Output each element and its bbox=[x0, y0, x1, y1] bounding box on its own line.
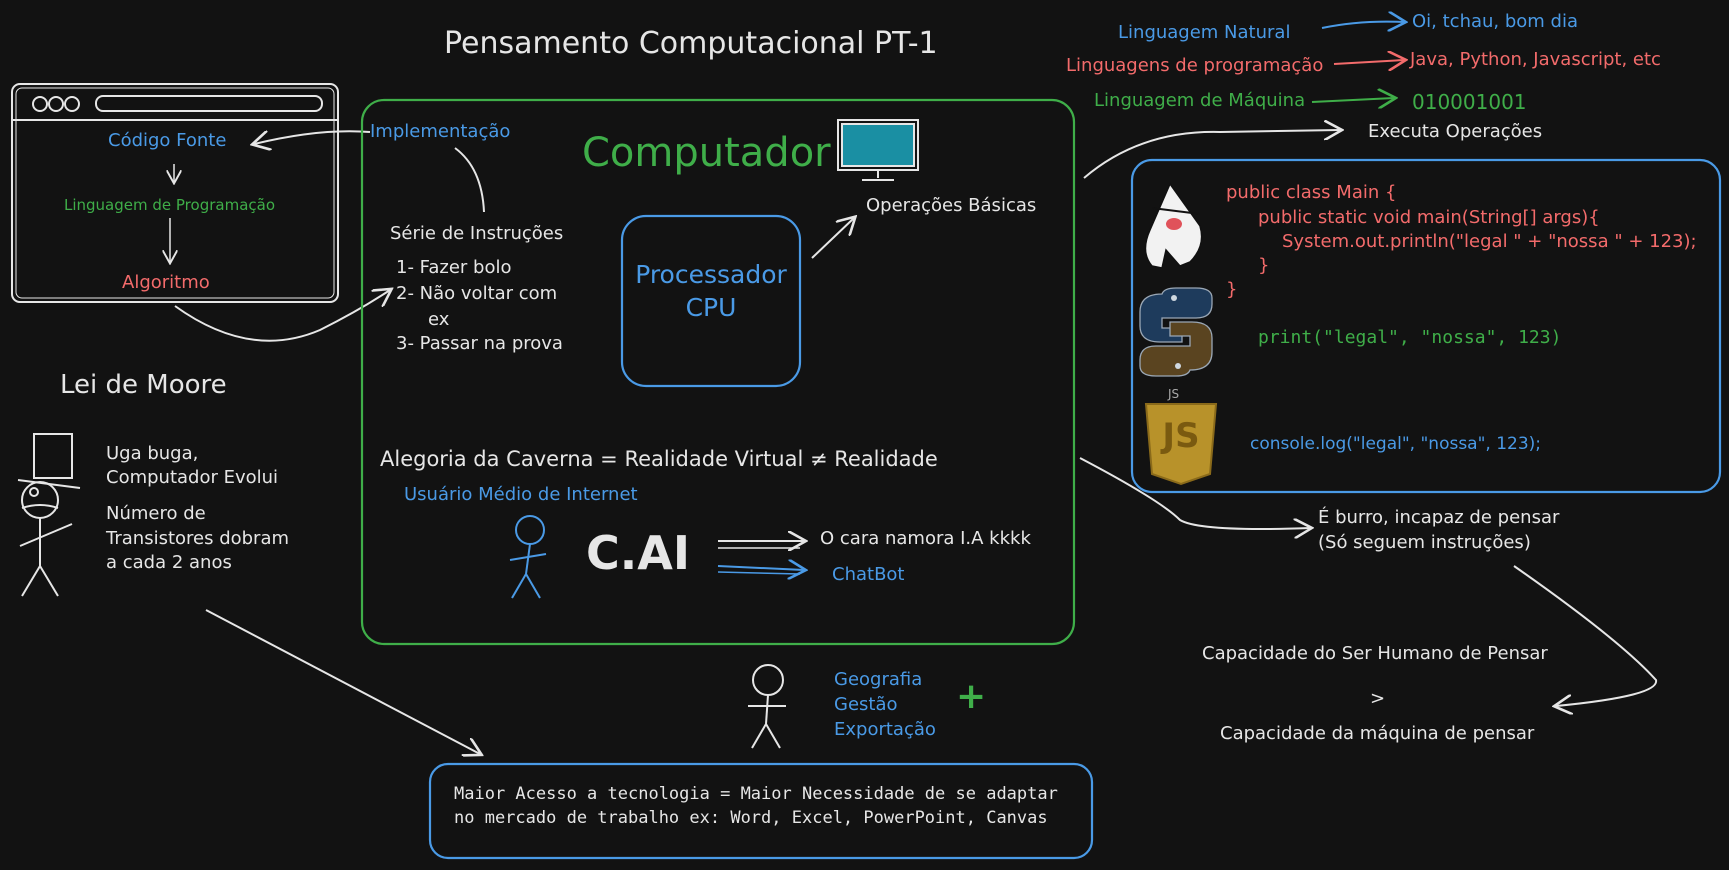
arrow-natural-language bbox=[1322, 22, 1404, 28]
computer-box bbox=[362, 100, 1074, 644]
cave-allegory-text: Alegoria da Caverna = Realidade Virtual ≠ Realidade bbox=[380, 447, 938, 471]
arrow-moore-to-tech bbox=[206, 610, 480, 754]
cai-dating-text: O cara namora I.A kkkk bbox=[820, 528, 1031, 549]
programming-languages-label: Linguagens de programação bbox=[1066, 55, 1324, 76]
browser-window-sketch bbox=[12, 84, 338, 302]
moore-line-1: Uga buga, bbox=[106, 443, 199, 464]
moore-line-3: Número de bbox=[106, 503, 206, 524]
executes-operations-label: Executa Operações bbox=[1368, 121, 1543, 142]
machine-capacity-text: Capacidade da máquina de pensar bbox=[1220, 723, 1535, 744]
js-small-label: JS bbox=[1168, 387, 1180, 401]
java-code-line-2: public static void main(String[] args){ bbox=[1258, 207, 1600, 228]
instruction-3: 3- Passar na prova bbox=[396, 333, 563, 354]
moore-line-5: a cada 2 anos bbox=[106, 552, 232, 573]
curve-implementation-to-instructions bbox=[455, 148, 484, 212]
instructions-title: Série de Instruções bbox=[390, 223, 564, 244]
algorithm-label: Algoritmo bbox=[122, 272, 210, 293]
tech-text-line-2: no mercado de trabalho ex: Word, Excel, PowerPoint, Canvas bbox=[454, 808, 1048, 828]
javascript-code-line: console.log("legal", "nossa", 123); bbox=[1250, 434, 1542, 454]
natural-language-examples: Oi, tchau, bom dia bbox=[1412, 11, 1579, 32]
js-logo-text: JS bbox=[1162, 416, 1200, 456]
cpu-label: CPU bbox=[685, 293, 737, 322]
page-title: Pensamento Computacional PT-1 bbox=[444, 26, 938, 61]
arrow-cpu-to-ops bbox=[812, 218, 854, 258]
dumb-text-line-2: (Só seguem instruções) bbox=[1318, 532, 1531, 553]
average-user-label: Usuário Médio de Internet bbox=[404, 484, 638, 505]
arrow-cai-to-chatbot-double bbox=[718, 572, 800, 574]
arrow-dumb-to-capacity bbox=[1514, 566, 1656, 706]
natural-language-label: Linguagem Natural bbox=[1118, 22, 1291, 43]
moore-top-hat-figure-icon bbox=[18, 434, 80, 596]
machine-language-example: 010001001 bbox=[1412, 90, 1527, 114]
basic-operations-label: Operações Básicas bbox=[866, 195, 1037, 216]
tech-text-line-1: Maior Acesso a tecnologia = Maior Necessidade de se adaptar bbox=[454, 784, 1058, 804]
instruction-2-continued: ex bbox=[428, 309, 450, 330]
cai-label: C.AI bbox=[586, 526, 690, 580]
python-logo-icon bbox=[1140, 288, 1212, 376]
arrow-programming-language bbox=[1334, 60, 1404, 64]
java-duke-icon bbox=[1145, 184, 1201, 268]
python-code-line: print("legal", "nossa", 123) bbox=[1258, 327, 1562, 348]
programming-language-label: Linguagem de Programação bbox=[64, 196, 275, 214]
computer-title: Computador bbox=[582, 130, 831, 176]
java-code-line-5: } bbox=[1226, 279, 1238, 300]
arrow-implementation-to-source bbox=[254, 131, 370, 144]
moore-line-4: Transistores dobram bbox=[106, 528, 290, 549]
arrow-computer-to-executes bbox=[1084, 130, 1340, 178]
moore-line-2: Computador Evolui bbox=[106, 467, 279, 488]
arrow-machine-language bbox=[1312, 98, 1394, 102]
worker-figure-icon bbox=[748, 665, 786, 748]
java-code-line-4: } bbox=[1258, 255, 1270, 276]
processor-label: Processador bbox=[635, 260, 787, 289]
implementation-label: Implementação bbox=[370, 121, 511, 142]
skill-geography: Geografia bbox=[834, 669, 923, 690]
java-code-line-1: public class Main { bbox=[1226, 182, 1397, 203]
instruction-2: 2- Não voltar com bbox=[396, 283, 558, 304]
greater-than-symbol: > bbox=[1370, 688, 1386, 709]
programming-languages-examples: Java, Python, Javascript, etc bbox=[1410, 49, 1661, 70]
moore-law-title: Lei de Moore bbox=[60, 370, 227, 400]
arrow-cai-to-chatbot bbox=[718, 566, 804, 570]
instruction-1: 1- Fazer bolo bbox=[396, 257, 512, 278]
plus-sign: + bbox=[956, 676, 987, 717]
skill-management: Gestão bbox=[834, 694, 898, 715]
machine-language-label: Linguagem de Máquina bbox=[1094, 90, 1306, 111]
source-code-label: Código Fonte bbox=[108, 130, 227, 151]
monitor-icon bbox=[838, 120, 918, 180]
chatbot-label: ChatBot bbox=[832, 564, 905, 585]
skill-export: Exportação bbox=[834, 719, 936, 740]
human-capacity-text: Capacidade do Ser Humano de Pensar bbox=[1202, 643, 1548, 664]
java-code-line-3: System.out.println("legal " + "nossa " + 123); bbox=[1282, 231, 1697, 252]
internet-user-figure-icon bbox=[510, 516, 546, 598]
dumb-text-line-1: É burro, incapaz de pensar bbox=[1318, 507, 1560, 528]
